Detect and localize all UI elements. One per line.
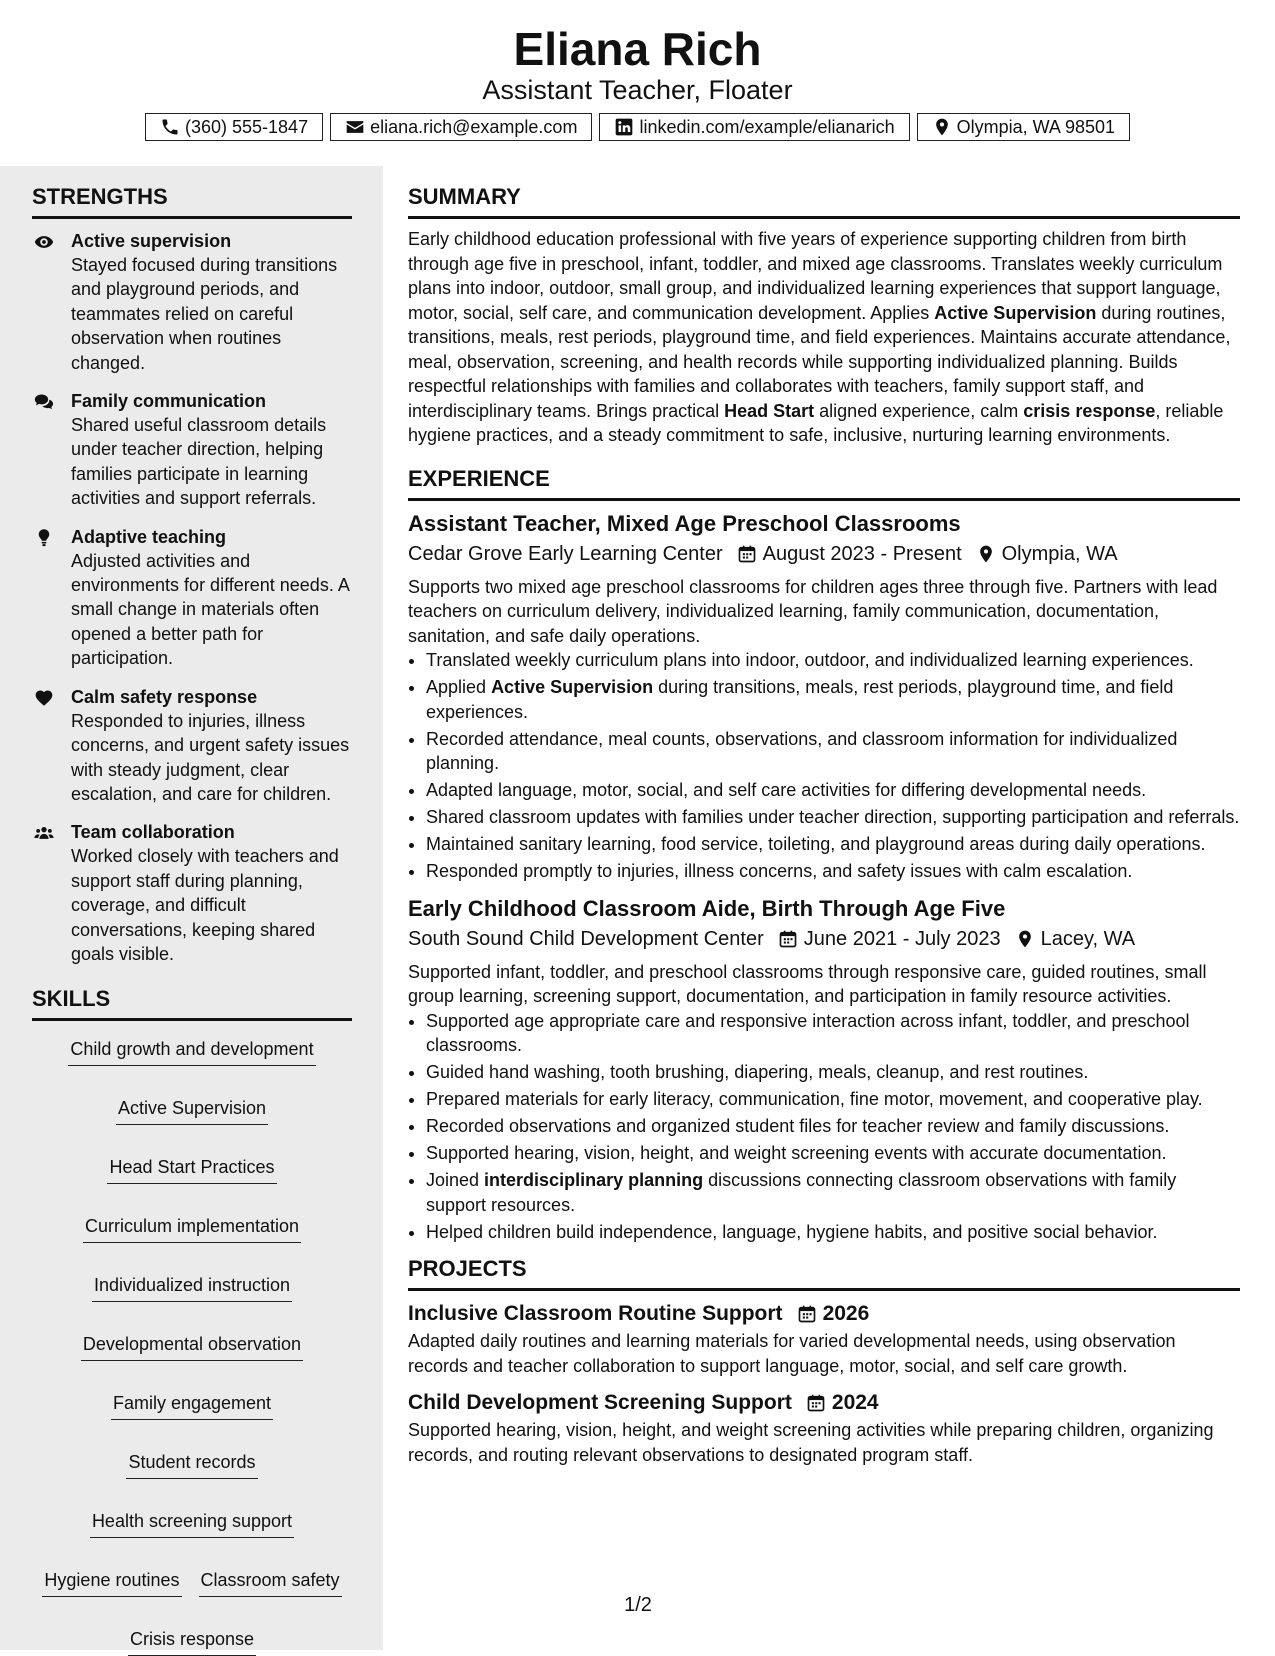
job-location: Olympia, WA: [1001, 542, 1118, 565]
candidate-name: Eliana Rich: [513, 23, 762, 75]
strength-description: Worked closely with teachers and support staff during planning, coverage, and difficult conversations, keeping shared goals visible.: [71, 846, 339, 964]
skills-list: [32, 1031, 352, 1656]
users-icon: [33, 823, 55, 843]
skills-heading: SKILLS: [32, 984, 352, 1021]
skill-tag: Classroom safety: [199, 1568, 342, 1597]
strength-item: [32, 820, 352, 966]
contact-location-text: Olympia, WA 98501: [956, 116, 1115, 137]
strength-item: [32, 525, 352, 671]
job-bullet: • Maintained sanitary learning, food service, toileting, and playground areas during daily operations.: [426, 832, 1240, 857]
calendar-icon: [737, 544, 757, 564]
contact-linkedin-text: linkedin.com/example/elianarich: [639, 116, 895, 137]
job-title: Early Childhood Classroom Aide, Birth Through Age Five: [408, 895, 1006, 921]
job-company: Cedar Grove Early Learning Center: [408, 542, 723, 565]
project-title: Child Development Screening Support: [408, 1391, 792, 1414]
project-title-row: [408, 1388, 1240, 1418]
skill-tag: Hygiene routines: [42, 1568, 181, 1597]
job-meta: [408, 539, 1240, 569]
projects-heading: PROJECTS: [408, 1254, 1240, 1291]
project-description: Supported hearing, vision, height, and weight screening activities while preparing children, organizing records, and routing relevant observations to designated program staff.: [408, 1420, 1214, 1465]
resume-header: [0, 0, 1275, 166]
strength-title: Team collaboration: [71, 822, 235, 843]
page-number: 1/2: [624, 1594, 652, 1616]
job-bullet: • Joined interdisciplinary planning discussions connecting classroom observations with family support resources.: [426, 1168, 1240, 1217]
job-bullet: • Recorded attendance, meal counts, observations, and classroom information for individualized planning.: [426, 727, 1240, 776]
job-bullet: • Supported age appropriate care and responsive interaction across infant, toddler, and preschool classrooms.: [426, 1009, 1240, 1058]
strength-item: [32, 685, 352, 807]
contact-email-text: eliana.rich@example.com: [370, 116, 578, 137]
contact-linkedin[interactable]: [599, 113, 909, 141]
contact-phone-text: (360) 555-1847: [184, 116, 309, 137]
sidebar: [0, 166, 383, 1650]
contact-bar: [0, 113, 1275, 141]
job-location: Lacey, WA: [1040, 927, 1136, 950]
experience-heading: EXPERIENCE: [408, 464, 1240, 501]
skill-tag: Family engagement: [111, 1391, 273, 1420]
job-company: South Sound Child Development Center: [408, 927, 764, 950]
project-year: 2026: [822, 1302, 870, 1325]
candidate-title: Assistant Teacher, Floater: [482, 75, 793, 105]
map-pin-icon: [1015, 929, 1035, 949]
main-column: [408, 166, 1240, 1477]
job-bullet: • Applied Active Supervision during transitions, meals, rest periods, playground time, and field experiences.: [426, 675, 1240, 724]
project-entry: [408, 1299, 1240, 1378]
calendar-icon: [797, 1304, 817, 1324]
project-entry: [408, 1388, 1240, 1467]
skill-tag: Developmental observation: [81, 1332, 303, 1361]
strength-item: [32, 229, 352, 375]
linkedin-icon: [614, 117, 634, 137]
skill-tag: Student records: [126, 1450, 257, 1479]
skill-tag: Active Supervision: [116, 1096, 268, 1125]
job-bullet: • Guided hand washing, tooth brushing, diapering, meals, cleanup, and rest routines.: [426, 1060, 1240, 1085]
phone-icon: [160, 117, 180, 137]
summary-text: Early childhood education professional with five years of experience supporting children from birth through age five in preschool, infant, toddler, and mixed age classrooms. Translates weekly curriculum plans into indoor, outdoor, small group, and individualized learning experiences that support language, motor, social, self care, and communication development. Applies Active Supervision during routines, transitions, meals, rest periods, playground time, and field experiences. Maintains accurate attendance, meal, observation, screening, and health records while supporting individualized planning. Builds respectful relationships with families and collaborates with teachers, family support staff, and interdisciplinary teams. Brings practical Head Start aligned experience, calm crisis response, reliable hygiene practices, and a steady commitment to safe, inclusive, nurturing learning environments.: [408, 229, 1231, 445]
strengths-heading: STRENGTHS: [32, 182, 352, 219]
job-title: Assistant Teacher, Mixed Age Preschool Classrooms: [408, 510, 961, 536]
job-bullet: • Responded promptly to injuries, illness concerns, and safety issues with calm escalation.: [426, 859, 1240, 884]
strength-title: Active supervision: [71, 231, 232, 251]
calendar-icon: [778, 929, 798, 949]
skill-tag: Child growth and development: [68, 1037, 315, 1066]
summary-heading: SUMMARY: [408, 182, 1240, 219]
contact-phone[interactable]: [145, 113, 323, 141]
project-description: Adapted daily routines and learning materials for varied developmental needs, using observation records and teacher collaboration to support language, motor, social, and self care growth.: [408, 1331, 1176, 1376]
project-title: Inclusive Classroom Routine Support: [408, 1302, 783, 1325]
project-title-row: [408, 1299, 1240, 1329]
strength-title: Family communication: [71, 391, 267, 412]
strength-description: Responded to injuries, illness concerns, and urgent safety issues with steady judgment, clear escalation, and care for children.: [71, 710, 350, 804]
job-bullets: [408, 1009, 1240, 1245]
strength-description: Shared useful classroom details under teacher direction, helping families participate in learning activities and support referrals.: [71, 415, 327, 509]
job-bullet: • Recorded observations and organized student files for teacher review and family discussions.: [426, 1114, 1240, 1139]
skill-tag: Curriculum implementation: [83, 1214, 301, 1243]
strength-title: Calm safety response: [71, 686, 258, 707]
contact-location: [917, 113, 1130, 141]
job-bullet: • Supported hearing, vision, height, and weight screening events with accurate documentation.: [426, 1141, 1240, 1166]
job-bullet: • Adapted language, motor, social, and self care activities for differing developmental needs.: [426, 778, 1240, 803]
job-meta: [408, 924, 1240, 954]
skill-tag: Individualized instruction: [92, 1273, 292, 1302]
job-bullet: • Prepared materials for early literacy, communication, fine motor, movement, and cooperative play.: [426, 1087, 1240, 1112]
job-bullet: • Helped children build independence, language, hygiene habits, and positive social behavior.: [426, 1220, 1240, 1245]
comments-icon: [33, 392, 55, 412]
project-year: 2024: [831, 1391, 879, 1414]
skill-tag: Health screening support: [90, 1509, 294, 1538]
contact-email[interactable]: [330, 113, 592, 141]
strength-item: [32, 389, 352, 511]
strength-title: Adaptive teaching: [71, 526, 227, 547]
skill-tag: Head Start Practices: [107, 1155, 276, 1184]
job-bullet: • Translated weekly curriculum plans into indoor, outdoor, and individualized learning experiences.: [426, 648, 1240, 673]
job-description: Supported infant, toddler, and preschool classrooms through responsive care, guided routines, small group learning, screening support, documentation, and participation in family resource activities.: [408, 961, 1207, 1006]
job-entry: [408, 509, 1240, 884]
strength-description: Adjusted activities and environments for different needs. A small change in materials often opened a better path for participation.: [71, 550, 349, 669]
map-pin-icon: [932, 117, 952, 137]
job-entry: [408, 894, 1240, 1245]
strength-description: Stayed focused during transitions and playground periods, and teammates relied on careful observation when routines changed.: [71, 255, 338, 373]
heart-icon: [33, 688, 55, 708]
map-pin-icon: [976, 544, 996, 564]
job-bullet: • Shared classroom updates with families under teacher direction, supporting participation and referrals.: [426, 805, 1240, 830]
eye-icon: [33, 232, 55, 252]
calendar-icon: [806, 1393, 826, 1413]
job-dates: June 2021 - July 2023: [803, 927, 1001, 950]
envelope-icon: [345, 117, 365, 137]
job-dates: August 2023 - Present: [762, 542, 962, 565]
job-bullets: [408, 648, 1240, 884]
skill-tag: Crisis response: [128, 1627, 256, 1656]
lightbulb-icon: [33, 528, 55, 548]
job-description: Supports two mixed age preschool classrooms for children ages three through five. Partners with lead teachers on curriculum delivery, individualized learning, family communication, documentation, sanitation, and safe daily operations.: [408, 576, 1218, 646]
